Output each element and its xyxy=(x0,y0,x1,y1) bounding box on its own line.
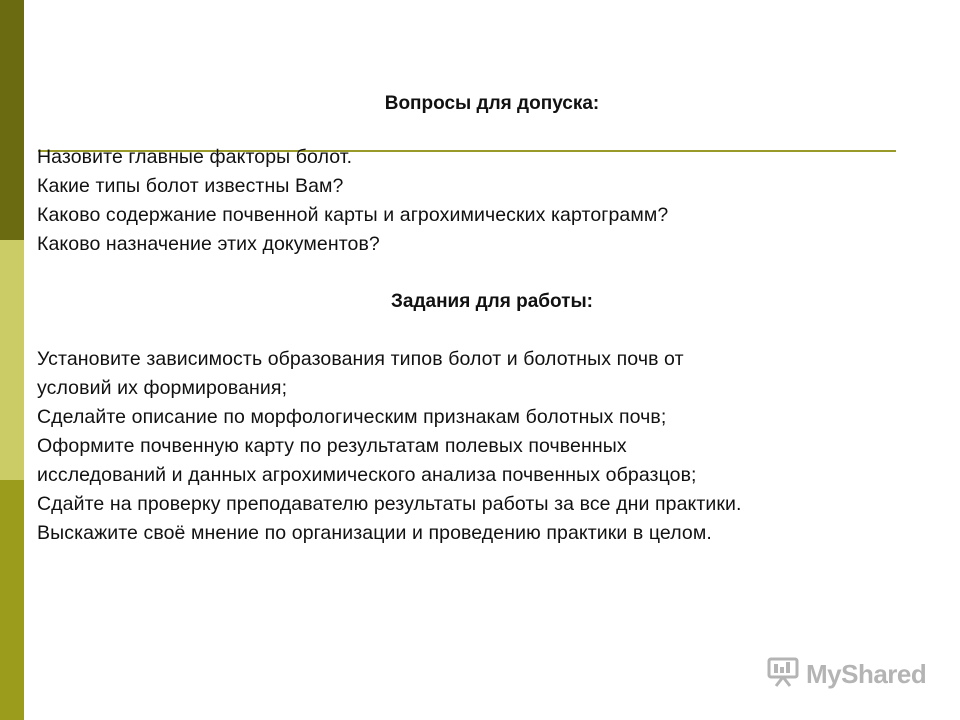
sidebar-stripe-middle xyxy=(0,240,24,480)
task-line: Установите зависимость образования типов болот и болотных почв от xyxy=(37,348,684,370)
task-line: исследований и данных агрохимического анализа почвенных образцов; xyxy=(37,464,697,486)
question-item: Каково назначение этих документов? xyxy=(37,233,380,255)
task-line: Выскажите своё мнение по организации и проведению практики в целом. xyxy=(37,522,712,544)
sidebar-stripe-bottom xyxy=(0,480,24,720)
task-line: условий их формирования; xyxy=(37,377,288,399)
question-item: Каково содержание почвенной карты и агрохимических картограмм? xyxy=(37,204,669,226)
presentation-board-icon xyxy=(766,655,800,694)
tasks-heading: Задания для работы: xyxy=(390,291,593,312)
question-item: Назовите главные факторы болот. xyxy=(37,146,353,168)
question-item: Какие типы болот известны Вам? xyxy=(37,175,344,197)
watermark-text: MyShared xyxy=(806,658,927,689)
task-line: Сдайте на проверку преподавателю результаты работы за все дни практики. xyxy=(37,493,742,515)
tasks-list xyxy=(37,345,742,548)
questions-list xyxy=(37,143,668,259)
task-line: Оформите почвенную карту по результатам полевых почвенных xyxy=(37,435,627,457)
sidebar-stripe-top xyxy=(0,0,24,240)
task-line: Сделайте описание по морфологическим признакам болотных почв; xyxy=(37,406,667,428)
myshared-watermark xyxy=(766,654,926,694)
questions-heading: Вопросы для допуска: xyxy=(384,93,600,114)
